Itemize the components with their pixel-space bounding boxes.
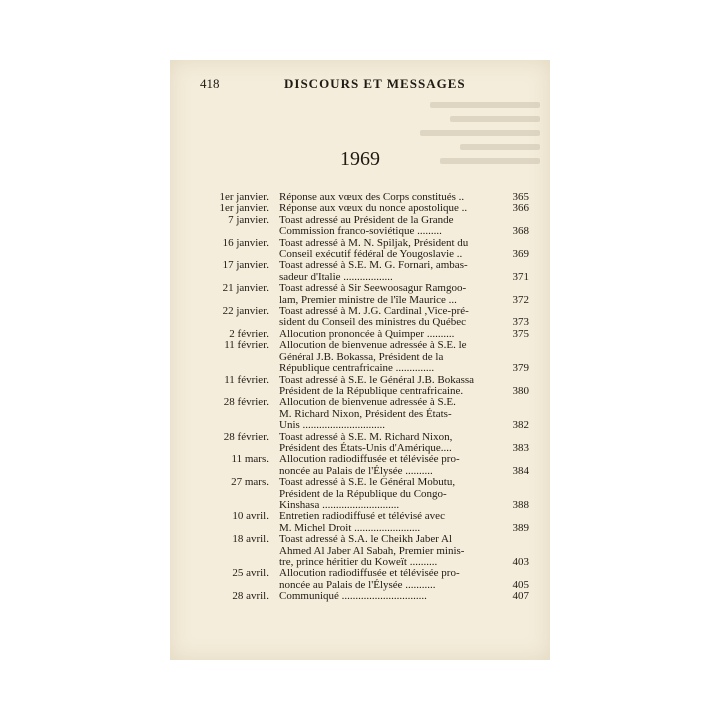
entry-description: Allocution prononcée à Quimper ..........	[279, 328, 455, 340]
entry-description: Toast adressé à M. J.G. Cardinal ,Vice-pré- sident du Conseil des ministres du Québec	[279, 306, 469, 329]
entry-page-number: 366	[512, 202, 529, 215]
entry-page-number: 384	[512, 464, 529, 477]
entry-description: Allocution de bienvenue adressée à S.E. M. Richard Nixon, Président des États- Unis ..............................	[279, 397, 456, 432]
entry-page-number: 407	[512, 590, 529, 603]
entry-page-number: 380	[512, 384, 529, 397]
entry-date: 1er janvier.	[219, 191, 269, 203]
entry-description: Allocution radiodiffusée et télévisée pro- noncée au Palais de l'Élysée ..........	[279, 454, 460, 477]
toc-entry	[192, 534, 542, 568]
entry-date: 22 janvier.	[222, 305, 269, 318]
toc-entry	[192, 477, 542, 511]
entry-date: 11 février.	[224, 373, 269, 386]
entry-description: Toast adressé à Sir Seewoosagur Ramgoo- lam, Premier ministre de l'île Maurice ...	[279, 283, 467, 306]
entry-date: 25 avril.	[232, 567, 269, 580]
entry-description: Réponse aux vœux des Corps constitués ..	[279, 192, 465, 203]
entry-date: 17 janvier.	[222, 259, 269, 272]
toc-entry	[192, 340, 542, 374]
toc-entry	[192, 306, 542, 329]
entry-page-number: 405	[512, 578, 529, 591]
entry-date: 28 février.	[223, 396, 269, 409]
entry-page-number: 403	[512, 555, 529, 568]
entry-date: 7 janvier.	[228, 213, 269, 226]
entry-description: Toast adressé à M. N. Spiljak, Président du Conseil exécutif fédéral de Yougoslavie ..	[279, 237, 469, 261]
entry-page-number: 372	[512, 293, 529, 306]
entry-description: Toast adressé à S.E. le Général Mobutu, Président de la République du Congo- Kinshasa ............................	[279, 477, 456, 511]
entry-date: 27 mars.	[231, 476, 269, 489]
entry-page-number: 375	[512, 327, 529, 340]
entry-page-number: 382	[512, 419, 529, 432]
entry-page-number: 388	[512, 498, 529, 511]
entry-date: 28 avril.	[232, 590, 269, 603]
toc-entry	[192, 397, 542, 431]
entry-page-number: 369	[512, 248, 529, 261]
toc-entry	[192, 238, 542, 261]
entry-page-number: 368	[512, 225, 529, 238]
entry-description: Communiqué ...............................	[279, 591, 427, 603]
entry-date: 21 janvier.	[222, 282, 269, 295]
entry-date: 16 janvier.	[222, 236, 269, 249]
toc-entry	[192, 215, 542, 238]
running-title: DISCOURS ET MESSAGES	[284, 76, 466, 91]
entry-description: Toast adressé à S.E. M. Richard Nixon, Président des États-Unis d'Amérique....	[279, 431, 453, 454]
entry-date: 28 février.	[223, 430, 269, 443]
book-page	[170, 60, 550, 660]
table-of-contents	[192, 192, 542, 603]
toc-entry	[192, 511, 542, 534]
toc-entry	[192, 260, 542, 283]
entry-date: 18 avril.	[232, 533, 269, 546]
entry-description: Réponse aux vœux du nonce apostolique ..	[279, 203, 468, 215]
toc-entry	[192, 375, 542, 398]
entry-description: Toast adressé à S.E. le Général J.B. Bokassa Président de la République centrafricaine.	[279, 374, 475, 397]
entry-page-number: 371	[512, 270, 529, 283]
page-number: 418	[200, 76, 220, 91]
entry-date: 11 février.	[224, 339, 269, 352]
toc-entry	[192, 283, 542, 306]
running-head	[170, 76, 550, 92]
entry-page-number: 389	[512, 521, 529, 534]
entry-description: Allocution radiodiffusée et télévisée pro- noncée au Palais de l'Élysée ...........	[279, 568, 460, 591]
entry-page-number: 365	[512, 191, 529, 203]
toc-entry	[192, 432, 542, 455]
entry-description: Allocution de bienvenue adressée à S.E. le Général J.B. Bokassa, Président de la République centrafricaine ..............	[279, 340, 467, 375]
toc-entry	[192, 568, 542, 591]
entry-page-number: 379	[512, 362, 529, 375]
entry-description: Toast adressé au Président de la Grande Commission franco-soviétique .........	[279, 214, 454, 238]
entry-date: 11 mars.	[231, 453, 269, 466]
entry-date: 1er janvier.	[219, 202, 269, 215]
entry-page-number: 383	[512, 441, 529, 454]
entry-date: 2 février.	[229, 327, 269, 340]
toc-entry	[192, 591, 542, 602]
entry-description: Toast adressé à S.A. le Cheikh Jaber Al Ahmed Al Jaber Al Sabah, Premier minis- tre, prince héritier du Koweït ..........	[279, 534, 465, 568]
entry-description: Toast adressé à S.E. M. G. Fornari, ambas- sadeur d'Italie ..................	[279, 260, 468, 283]
entry-description: Entretien radiodiffusé et télévisé avec M. Michel Droit ........................	[279, 511, 445, 534]
year-heading: 1969	[340, 148, 380, 170]
entry-date: 10 avril.	[232, 510, 269, 523]
entry-page-number: 373	[512, 316, 529, 329]
toc-entry	[192, 454, 542, 477]
